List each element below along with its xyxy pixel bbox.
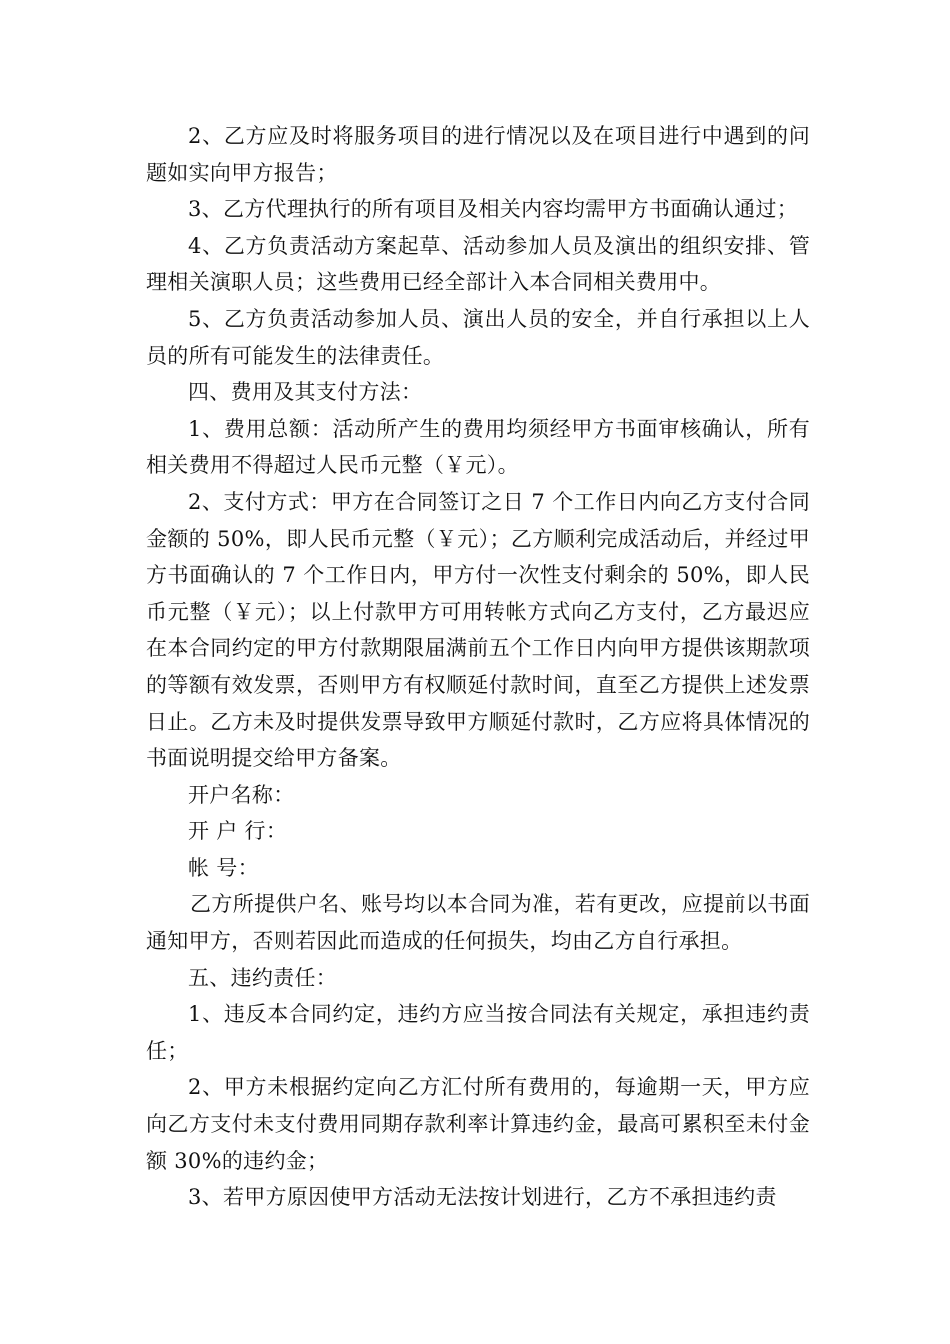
- bank-label: 开 户 行：: [188, 819, 288, 844]
- breach-clause-2: 2、甲方未根据约定向乙方汇付所有费用的，每逾期一天，甲方应向乙方支付未支付费用同期存款利率计算违约金，最高可累积至未付金额 30%的违约金；: [146, 1075, 810, 1173]
- document-body: [146, 118, 810, 1216]
- clause-3-written-confirmation: 3、乙方代理执行的所有项目及相关内容均需甲方书面确认通过；: [188, 197, 799, 222]
- breach-clause-3: 3、若甲方原因使甲方活动无法按计划进行，乙方不承担违约责: [188, 1185, 777, 1210]
- breach-clause-1: 1、违反本合同约定，违约方应当按合同法有关规定，承担违约责任；: [146, 1002, 810, 1063]
- account-change-notice: 乙方所提供户名、账号均以本合同为准，若有更改，应提前以书面通知甲方，否则若因此而造成的任何损失，均由乙方自行承担。: [146, 892, 810, 954]
- clause-5-safety-liability: 5、乙方负责活动参加人员、演出人员的安全，并自行承担以上人员的所有可能发生的法律责任。: [146, 306, 810, 368]
- clause-4-activity-planning: 4、乙方负责活动方案起草、活动参加人员及演出的组织安排、管理相关演职人员；这些费用已经全部计入本合同相关费用中。: [146, 233, 810, 295]
- fee-clause-2-payment-method: 2、支付方式：甲方在合同签订之日 7 个工作日内向乙方支付合同金额的 50%，即人民币元整（￥元）；乙方顺利完成活动后，并经过甲方书面确认的 7 个工作日内，甲方付一次性支付剩余的 50%，即人民币元整（￥元）；以上付款甲方可用转帐方式向乙方支付，乙方最迟应在本合同约定的甲方付款期限届满前五个工作日内向甲方提供该期款项的等额有效发票，否则甲方有权顺延付款时间，直至乙方提供上述发票日止。乙方未及时提供发票导致甲方顺延付款时，乙方应将具体情况的书面说明提交给甲方备案。: [146, 489, 810, 771]
- account-number-label: 帐 号：: [188, 855, 259, 880]
- section-5-heading: 五、违约责任：: [188, 965, 338, 990]
- account-name-label: 开户名称：: [188, 782, 295, 807]
- section-4-heading: 四、费用及其支付方法：: [188, 380, 423, 405]
- fee-clause-1-total: 1、费用总额：活动所产生的费用均须经甲方书面审核确认，所有相关费用不得超过人民币元整（￥元）。: [146, 416, 810, 478]
- clause-2-progress-report: 2、乙方应及时将服务项目的进行情况以及在项目进行中遇到的问题如实向甲方报告；: [146, 124, 810, 185]
